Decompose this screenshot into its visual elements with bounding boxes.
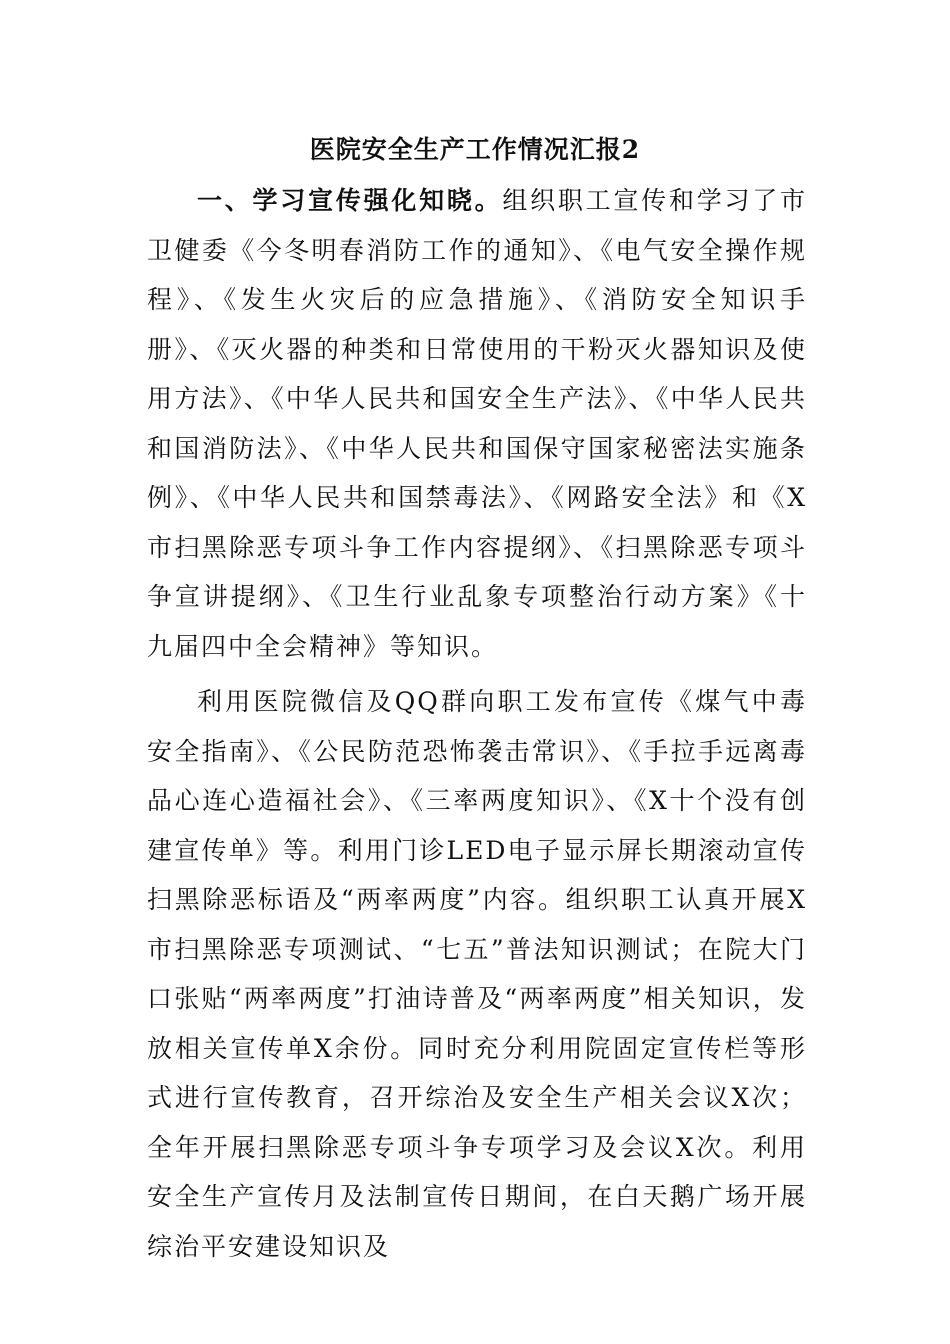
paragraph-1-text bbox=[147, 176, 807, 671]
paragraph-2 bbox=[147, 677, 807, 1271]
paragraph-2-text bbox=[147, 677, 807, 1271]
paragraph-1 bbox=[147, 176, 807, 671]
paragraph-2-body: 利用医院微信及QQ群向职工发布宣传《煤气中毒安全指南》、《公民防范恐怖袭击常识》、《手拉手远离毒品心连心造福社会》、《三率两度知识》、《X十个没有创建宣传单》等。利用门诊LED电子显示屏长期滚动宣传扫黑除恶标语及“两率两度”内容。组织职工认真开展X市扫黑除恶专项测试、“七五”普法知识测试；在院大门口张贴“两率两度”打油诗普及“两率两度”相关知识，发放相关宣传单X余份。同时充分利用院固定宣传栏等形式进行宣传教育，召开综治及安全生产相关会议X次；全年开展扫黑除恶专项斗争专项学习及会议X次。利用安全生产宣传月及法制宣传日期间，在白天鹅广场开展综治平安建设知识及 bbox=[147, 687, 807, 1261]
section-heading: 一、学习宣传强化知晓。 bbox=[197, 186, 503, 215]
document-title: 医院安全生产工作情况汇报2 bbox=[309, 135, 641, 164]
paragraph-1-body: 组织职工宣传和学习了市卫健委《今冬明春消防工作的通知》、《电气安全操作规程》、《发生火灾后的应急措施》、《消防安全知识手册》、《灭火器的种类和日常使用的干粉灭火器知识及使用方法》、《中华人民共和国安全生产法》、《中华人民共和国消防法》、《中华人民共和国保守国家秘密法实施条例》、《中华人民共和国禁毒法》、《网路安全法》和《X市扫黑除恶专项斗争工作内容提纲》、《扫黑除恶专项斗争宣讲提纲》、《卫生行业乱象专项整治行动方案》《十九届四中全会精神》等知识。 bbox=[147, 186, 807, 661]
